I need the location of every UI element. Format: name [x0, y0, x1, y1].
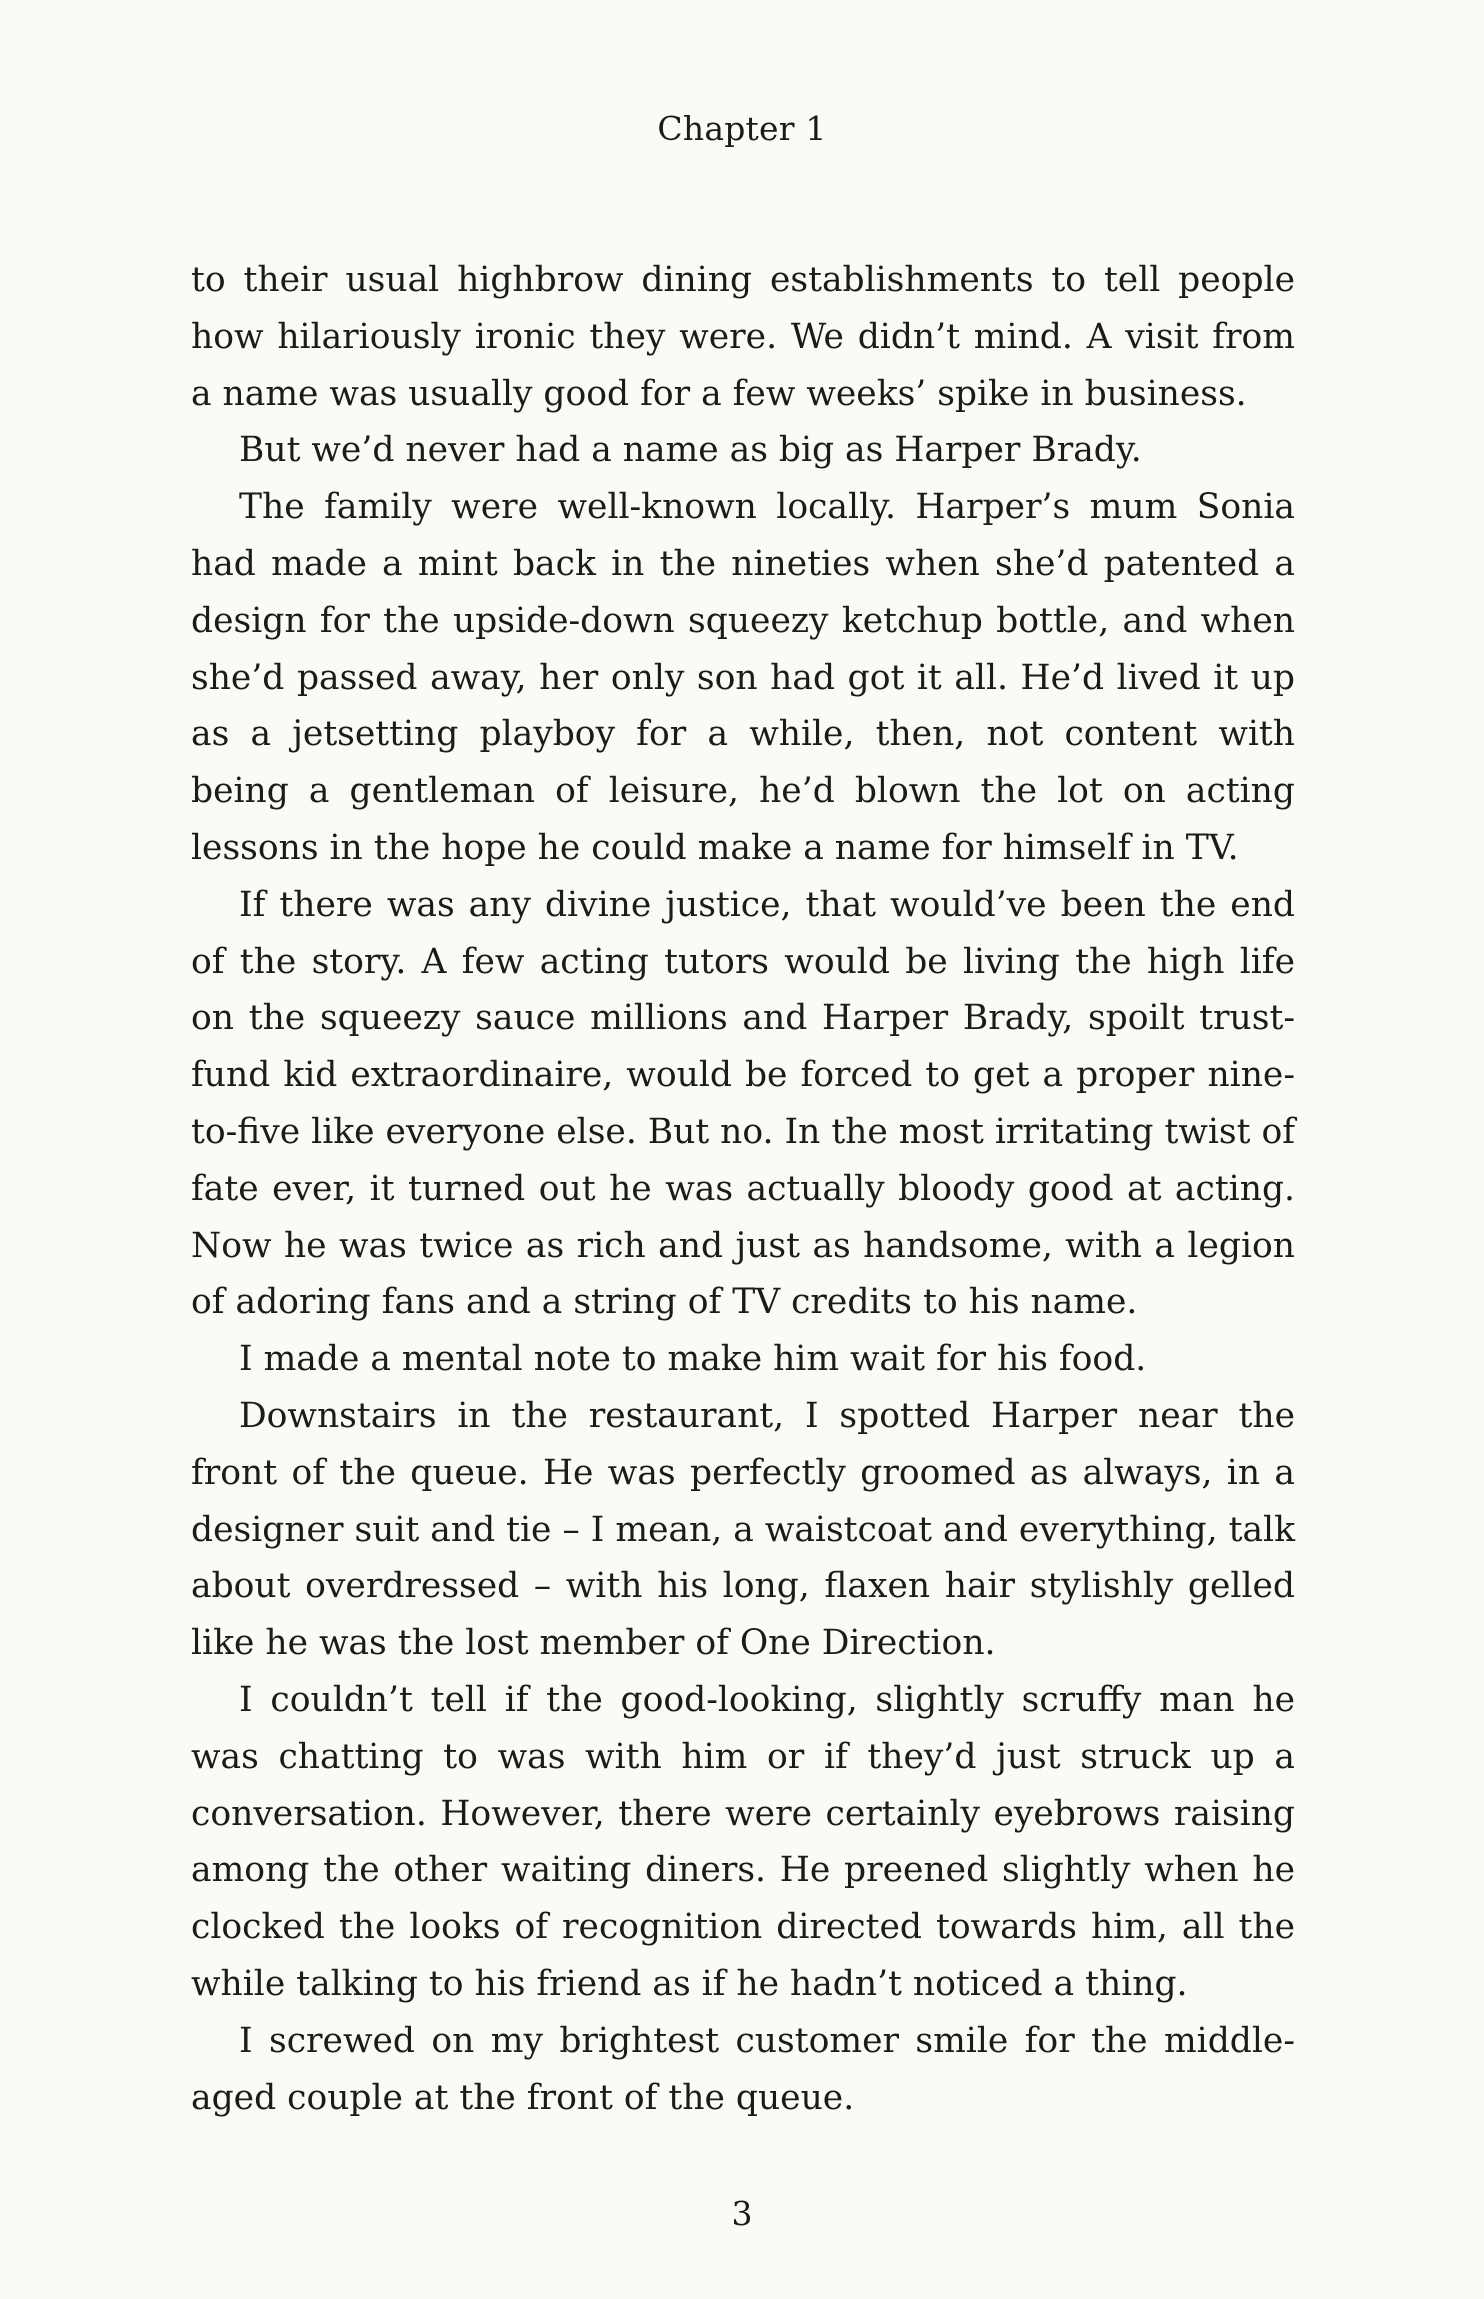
paragraph: I made a mental note to make him wait for his food. — [239, 1339, 1147, 1380]
body-text — [191, 252, 1295, 2126]
paragraph: If there was any divine justice, that would’ve been the end of the story. A few acting tutors would be living the high life on the squeezy sauce millions and Harper Brady, spoilt trust-fund kid extraordinaire, would be forced to get a proper nine-to-five like everyone else. But no. In the most irritating twist of fate ever, it turned out he was actually bloody good at acting. Now he was twice as rich and just as handsome, with a legion of adoring fans and a string of TV credits to his name. — [191, 884, 1295, 1323]
paragraph: I screwed on my brightest customer smile for the middle-aged couple at the front of the queue. — [191, 2020, 1295, 2118]
page-number: 3 — [731, 2194, 753, 2233]
paragraph: Downstairs in the restaurant, I spotted Harper near the front of the queue. He was perfectly groomed as always, in a designer suit and tie – I mean, a waistcoat and everything, talk about overdressed – with his long, flaxen hair stylishly gelled like he was the lost member of One Direction. — [191, 1395, 1295, 1664]
paragraph: But we’d never had a name as big as Harper Brady. — [239, 430, 1142, 471]
paragraph: I couldn’t tell if the good-looking, slightly scruffy man he was chatting to was with him or if they’d just struck up a conversation. However, there were certainly eyebrows raising among the other waiting diners. He preened slightly when he clocked the looks of recognition directed towards him, all the while talking to his friend as if he hadn’t noticed a thing. — [191, 1679, 1295, 2004]
paragraph: The family were well-known locally. Harper’s mum Sonia had made a mint back in the nineties when she’d patented a design for the upside-down squeezy ketchup bottle, and when she’d passed away, her only son had got it all. He’d lived it up as a jetsetting playboy for a while, then, not content with being a gentleman of leisure, he’d blown the lot on acting lessons in the hope he could make a name for himself in TV. — [191, 487, 1295, 868]
running-head: Chapter 1 — [657, 109, 827, 148]
paragraph: to their usual highbrow dining establishments to tell people how hilariously ironic they were. We didn’t mind. A visit from a name was usually good for a few weeks’ spike in business. — [191, 260, 1295, 414]
